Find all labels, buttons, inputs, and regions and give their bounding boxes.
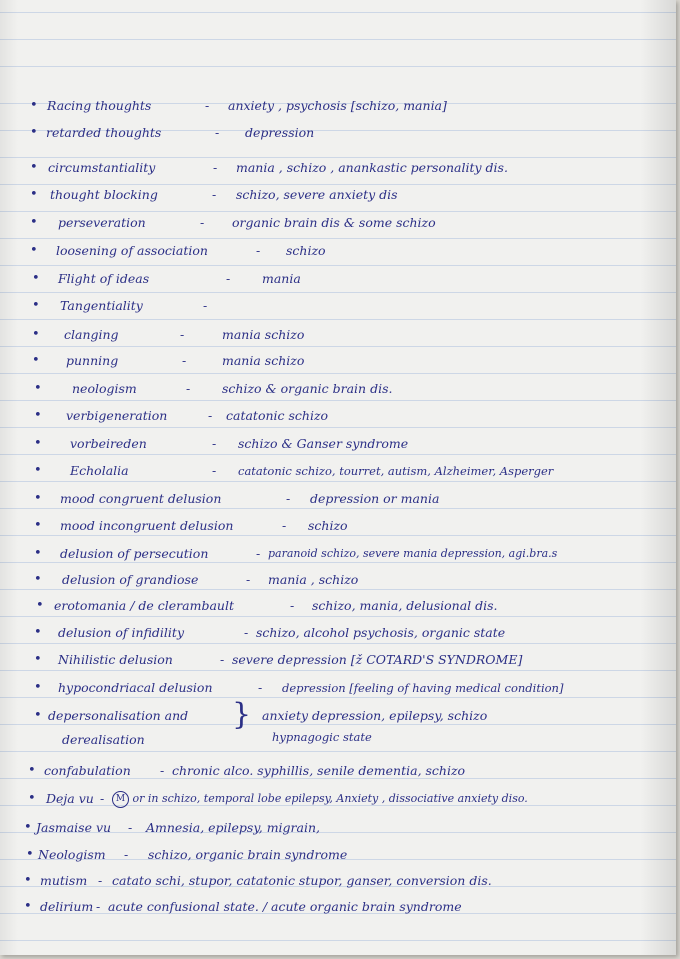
- bullet: •: [32, 327, 40, 342]
- note-row: [0, 593, 676, 619]
- note-definition: depression: [245, 125, 315, 140]
- note-definition: chronic alco. syphillis, senile dementia, schizo: [172, 763, 466, 778]
- bullet: •: [34, 381, 42, 396]
- note-definition: mania , schizo , anankastic personality dis.: [236, 160, 508, 175]
- note-term: mood congruent delusion: [60, 491, 222, 506]
- note-term: Echolalia: [70, 463, 129, 478]
- note-term: Neologism: [38, 847, 106, 862]
- dash: -: [160, 763, 165, 778]
- bullet: •: [34, 436, 42, 451]
- note-row: [0, 210, 676, 236]
- note-row: [0, 238, 676, 264]
- bullet: •: [34, 518, 42, 533]
- bullet: •: [34, 572, 42, 587]
- note-definition: organic brain dis & some schizo: [232, 215, 436, 230]
- note-term: mutism: [40, 873, 88, 888]
- note-term: neologism: [72, 381, 137, 396]
- note-term: Racing thoughts: [47, 98, 152, 113]
- note-term: delusion of grandiose: [62, 572, 199, 587]
- note-definition: depression or mania: [310, 491, 440, 506]
- dash: -: [286, 491, 291, 506]
- note-definition: mania schizo: [222, 327, 305, 342]
- dash: -: [256, 243, 261, 258]
- bullet: •: [24, 873, 32, 888]
- bullet: •: [28, 763, 36, 778]
- note-definition: schizo, mania, delusional dis.: [312, 598, 498, 613]
- dash: -: [200, 215, 205, 230]
- bullet: •: [34, 680, 42, 695]
- note-term: hypocondriacal delusion: [58, 680, 213, 695]
- note-term: thought blocking: [50, 187, 158, 202]
- dash: -: [256, 546, 261, 561]
- note-row: [0, 620, 676, 646]
- note-term: punning: [66, 353, 119, 368]
- note-term: Tangentiality: [60, 298, 143, 313]
- circled-m-mark: M: [112, 791, 129, 808]
- note-definition: [112, 786, 528, 812]
- note-row: [0, 376, 676, 402]
- note-term: depersonalisation and: [48, 708, 189, 723]
- note-term: delusion of infidility: [58, 625, 185, 640]
- note-term: perseveration: [58, 215, 146, 230]
- note-definition: catatonic schizo, tourret, autism, Alzheimer, Asperger: [238, 464, 554, 478]
- note-row: [0, 868, 676, 894]
- dash: -: [203, 298, 208, 313]
- note-definition: schizo & organic brain dis.: [222, 381, 393, 396]
- note-row: [0, 293, 676, 319]
- bullet: •: [30, 215, 38, 230]
- note-term: confabulation: [44, 763, 131, 778]
- note-definition: severe depression [ž COTARD'S SYNDROME]: [232, 652, 523, 667]
- bullet: •: [30, 187, 38, 202]
- dash: -: [212, 187, 217, 202]
- note-definition: schizo, severe anxiety dis: [236, 187, 398, 202]
- note-row: [0, 842, 676, 868]
- bullet: •: [32, 271, 40, 286]
- dash: -: [205, 98, 210, 113]
- note-definition: Amnesia, epilepsy, migrain,: [146, 820, 320, 835]
- dash: -: [208, 408, 213, 423]
- note-row: [0, 815, 676, 841]
- note-term: delusion of persecution: [60, 546, 209, 561]
- note-term: delirium: [40, 899, 94, 914]
- dash: -: [215, 125, 220, 140]
- note-row: [0, 458, 676, 484]
- brace: }: [232, 697, 252, 732]
- note-definition: anxiety depression, epilepsy, schizo: [262, 708, 488, 723]
- bullet: •: [34, 625, 42, 640]
- note-term: Nihilistic delusion: [58, 652, 173, 667]
- note-term: vorbeireden: [70, 436, 147, 451]
- note-row: [0, 120, 676, 146]
- note-term: Jasmaise vu: [36, 820, 112, 835]
- bullet: •: [28, 791, 36, 806]
- note-row: [0, 155, 676, 181]
- bullet: •: [30, 125, 38, 140]
- bullet: •: [26, 847, 34, 862]
- dash: -: [290, 598, 295, 613]
- dash: -: [212, 463, 217, 478]
- note-term: erotomania / de clerambault: [54, 598, 234, 613]
- bullet: •: [32, 353, 40, 368]
- note-row: [0, 647, 676, 673]
- note-definition: mania , schizo: [268, 572, 359, 587]
- note-definition: catatonic schizo: [226, 408, 329, 423]
- bullet: •: [30, 243, 38, 258]
- note-row: [0, 786, 676, 812]
- note-row: [0, 93, 676, 119]
- dash: -: [100, 791, 105, 806]
- note-row: [0, 266, 676, 292]
- note-row: [0, 675, 676, 701]
- dash: -: [124, 847, 129, 862]
- note-definition: schizo: [308, 518, 348, 533]
- note-row: [0, 348, 676, 374]
- bullet: •: [34, 708, 42, 723]
- note-term: clanging: [64, 327, 119, 342]
- note-row: [0, 431, 676, 457]
- dash: -: [213, 160, 218, 175]
- bullet: •: [30, 160, 38, 175]
- bullet: •: [24, 899, 32, 914]
- bullet: •: [34, 491, 42, 506]
- dash: -: [258, 680, 263, 695]
- dash: -: [246, 572, 251, 587]
- dash: -: [226, 271, 231, 286]
- bullet: •: [34, 546, 42, 561]
- note-row: [0, 486, 676, 512]
- note-row: [0, 322, 676, 348]
- derealisation-definition: hypnagogic state: [272, 730, 372, 744]
- deja-vu-text: or in schizo, temporal lobe epilepsy, Anxiety , dissociative anxiety diso.: [132, 792, 528, 805]
- note-term: circumstantiality: [48, 160, 156, 175]
- note-definition: mania: [262, 271, 301, 286]
- note-definition: paranoid schizo, severe mania depression, agi.bra.s: [268, 547, 558, 560]
- note-row: [0, 403, 676, 429]
- note-term: Deja vu: [46, 791, 94, 806]
- note-term: retarded thoughts: [46, 125, 162, 140]
- note-row: [0, 513, 676, 539]
- note-row: [0, 894, 676, 920]
- note-row: [0, 182, 676, 208]
- bullet: •: [34, 463, 42, 478]
- note-definition: anxiety , psychosis [schizo, mania]: [228, 98, 447, 113]
- dash: -: [220, 652, 225, 667]
- note-term: Flight of ideas: [58, 271, 150, 286]
- note-definition: schizo, organic brain syndrome: [148, 847, 348, 862]
- note-definition: acute confusional state. / acute organic brain syndrome: [108, 899, 462, 914]
- note-row: [0, 703, 676, 729]
- dash: -: [96, 899, 101, 914]
- dash: -: [128, 820, 133, 835]
- note-row: [0, 541, 676, 567]
- note-definition: depression [feeling of having medical condition]: [282, 681, 564, 695]
- note-definition: schizo: [286, 243, 326, 258]
- note-definition: mania schizo: [222, 353, 305, 368]
- dash: -: [180, 327, 185, 342]
- note-row: [0, 567, 676, 593]
- bullet: •: [32, 298, 40, 313]
- dash: -: [244, 625, 249, 640]
- note-definition: schizo & Ganser syndrome: [238, 436, 409, 451]
- note-definition: catato schi, stupor, catatonic stupor, ganser, conversion dis.: [112, 873, 492, 888]
- note-term: mood incongruent delusion: [60, 518, 234, 533]
- dash: -: [186, 381, 191, 396]
- dash: -: [212, 436, 217, 451]
- dash: -: [282, 518, 287, 533]
- bullet: •: [34, 652, 42, 667]
- dash: -: [182, 353, 187, 368]
- bullet: •: [36, 598, 44, 613]
- bullet: •: [30, 98, 38, 113]
- note-definition: schizo, alcohol psychosis, organic state: [256, 625, 506, 640]
- bullet: •: [34, 408, 42, 423]
- dash: -: [98, 873, 103, 888]
- bullet: •: [24, 820, 32, 835]
- derealisation-term: derealisation: [62, 732, 145, 747]
- note-term: verbigeneration: [66, 408, 168, 423]
- note-row: [0, 758, 676, 784]
- note-term: loosening of association: [56, 243, 208, 258]
